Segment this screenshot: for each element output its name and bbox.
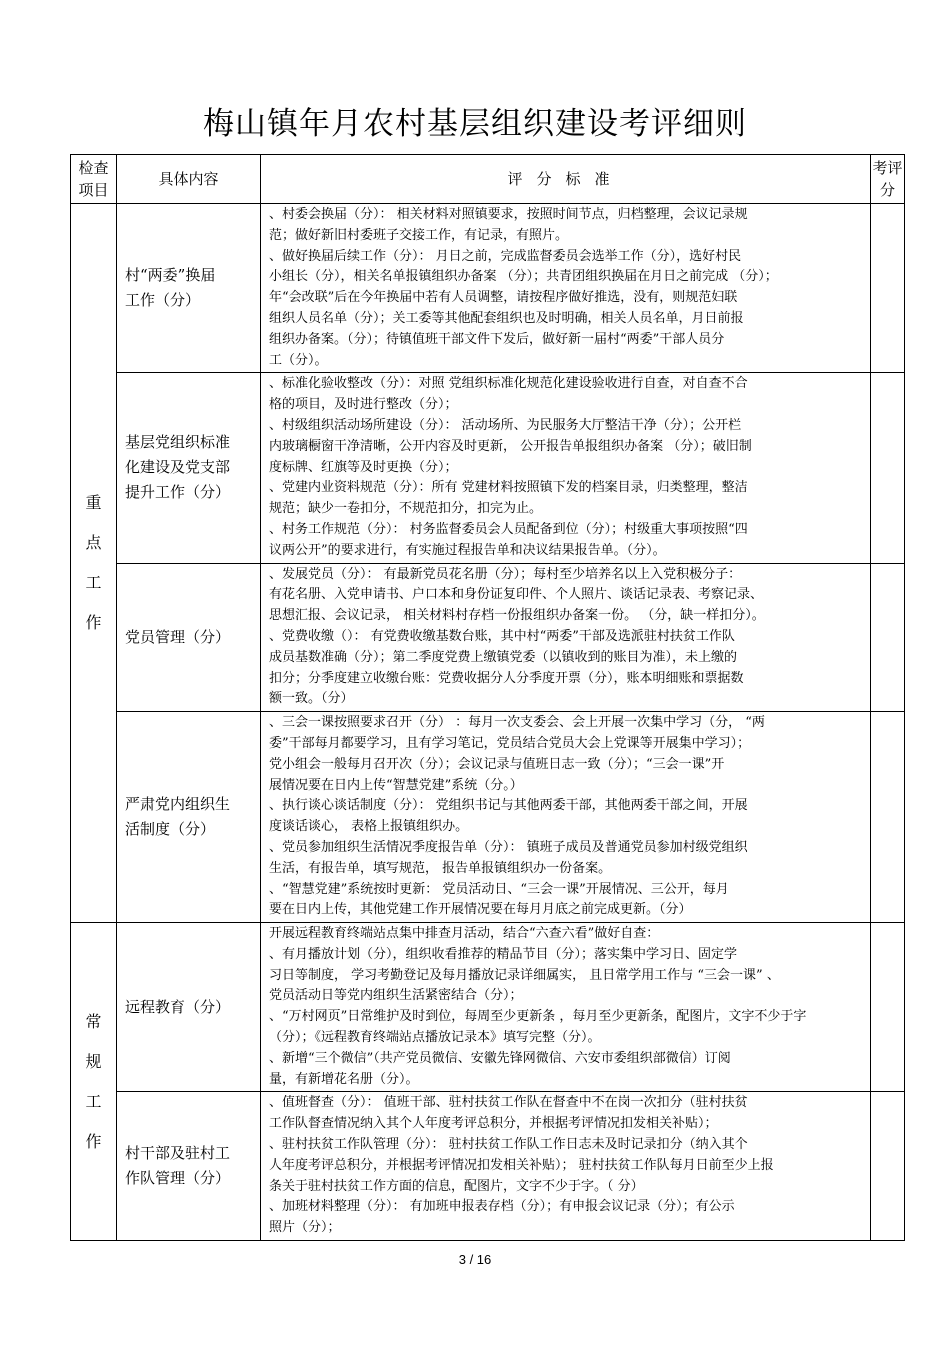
header-item: 检查 项目 — [71, 155, 117, 204]
header-row — [71, 155, 905, 204]
category-key-work: 重 点 工 作 — [71, 204, 117, 923]
row-standard: 、发展党员（分）： 有最新党员花名册（分）；每村至少培养名以上入党积极分子： 有花名册、入党申请书、户口本和身份证复印件、个人照片、谈话记录表、考察记录、 思想汇报、会议记录， 相关材料村存档一份报组织办备案一份。 （分，缺一样扣分）。 、党费收缴（）： 有党费收缴基数台账，其中村“两委”干部及选派驻村扶贫工作队 成员基数准确（分）；第二季度党费上缴镇党委（以镇收到的账目为准），未上缴的 扣分；分季度建立收缴台账：党费收据分人分季度开票（分），账本明细账和票据数 额一致。（分） — [261, 563, 871, 712]
row-topic: 严肃党内组织生 活制度（分） — [117, 712, 261, 923]
row-topic: 远程教育（分） — [117, 923, 261, 1092]
header-standard: 评分标准 — [261, 155, 871, 204]
row-standard: 、标准化验收整改（分）：对照 党组织标准化规范化建设验收进行自查，对自查不合 格的项目，及时进行整改（分）； 、村级组织活动场所建设（分）： 活动场所、为民服务大厅整洁干净（分）；公开栏 内玻璃橱窗干净清晰，公开内容及时更新， 公开报告单报组织办备案 （分）；破旧制 度标牌、红旗等及时更换（分）； 、党建内业资料规范（分）：所有 党建材料按照镇下发的档案目录，归类整理，整洁 规范；缺少一卷扣分，不规范扣分，扣完为止。 、村务工作规范（分）： 村务监督委员会人员配备到位（分）；村级重大事项按照“四 议两公开”的要求进行，有实施过程报告单和决议结果报告单。（分）。 — [261, 373, 871, 563]
row-topic: 村干部及驻村工 作队管理（分） — [117, 1092, 261, 1241]
row-score — [871, 923, 905, 1092]
row-score — [871, 204, 905, 373]
table-row — [71, 1092, 905, 1241]
row-standard: 开展远程教育终端站点集中排查月活动，结合“六查六看”做好自查： 、有月播放计划（分），组织收看推荐的精品节目（分）；落实集中学习日、固定学 习日等制度， 学习考勤登记及每月播放记录详细属实， 且日常学用工作与 “三会一课” 、 党员活动日等党内组织生活紧密结合（分）； 、“万村网页”日常维护及时到位，每周至少更新条 ，每月至少更新条，配图片，文字不少于字 （分）；《远程教育终端站点播放记录本》填写完整（分）。 、新增“三个微信”（共产党员微信、安徽先锋网微信、六安市委组织部微信）订阅 量，有新增花名册（分）。 — [261, 923, 871, 1092]
table-row — [71, 923, 905, 1092]
header-content: 具体内容 — [117, 155, 261, 204]
evaluation-table — [70, 154, 905, 1241]
category-routine-work: 常 规 工 作 — [71, 923, 117, 1241]
row-standard: 、值班督查（分）： 值班干部、驻村扶贫工作队在督查中不在岗一次扣分（驻村扶贫 工作队督查情况纳入其个人年度考评总积分，并根据考评情况扣发相关补贴）； 、驻村扶贫工作队管理（分）： 驻村扶贫工作队工作日志未及时记录扣分（纳入其个 人年度考评总积分，并根据考评情况扣发相关补贴）； 驻村扶贫工作队每月日前至少上报 条关于驻村扶贫工作方面的信息，配图片，文字不少于字。（ 分） 、加班材料整理（分）： 有加班申报表存档（分）；有申报会议记录（分）；有公示 照片（分）； — [261, 1092, 871, 1241]
header-score: 考评 分 — [871, 155, 905, 204]
row-topic: 村“两委”换届 工作（分） — [117, 204, 261, 373]
page-number: 3 / 16 — [458, 1252, 492, 1267]
row-standard: 、三会一课按照要求召开（分） ：每月一次支委会、会上开展一次集中学习（分， “两 委”干部每月都要学习，且有学习笔记，党员结合党员大会上党课等开展集中学习）； 党小组会一般每月召开次（分）；会议记录与值班日志一致（分）；“三会一课”开 展情况要在日内上传“智慧党建”系统（分。） 、执行谈心谈话制度（分）： 党组织书记与其他两委干部，其他两委干部之间，开展 度谈话谈心， 表格上报镇组织办。 、党员参加组织生活情况季度报告单（分）： 镇班子成员及普通党员参加村级党组织 生活，有报告单，填写规范， 报告单报镇组织办一份备案。 、“智慧党建”系统按时更新： 党员活动日、“三会一课”开展情况、三公开，每月 要在日内上传，其他党建工作开展情况要在每月月底之前完成更新。（分） — [261, 712, 871, 923]
row-score — [871, 712, 905, 923]
table-row — [71, 712, 905, 923]
row-score — [871, 563, 905, 712]
row-standard: 、村委会换届（分）： 相关材料对照镇要求，按照时间节点，归档整理，会议记录规 范；做好新旧村委班子交接工作，有记录，有照片。 、做好换届后续工作（分）： 月日之前，完成监督委员会选举工作（分），选好村民 小组长（分），相关名单报镇组织办备案 （分）；共青团组织换届在月日之前完成 （分）； 年“会改联”后在今年换届中若有人员调整，请按程序做好推选，没有，则规范妇联 组织人员名单（分）；关工委等其他配套组织也及时明确，相关人员名单，月日前报 组织办备案。（分）；待镇值班干部文件下发后，做好新一届村“两委”干部人员分 工（分）。 — [261, 204, 871, 373]
row-score — [871, 373, 905, 563]
page-title: 梅山镇年月农村基层组织建设考评细则 — [203, 106, 747, 142]
row-topic: 党员管理（分） — [117, 563, 261, 712]
table-row — [71, 204, 905, 373]
table-row — [71, 373, 905, 563]
table-row — [71, 563, 905, 712]
row-topic: 基层党组织标准 化建设及党支部 提升工作（分） — [117, 373, 261, 563]
row-score — [871, 1092, 905, 1241]
